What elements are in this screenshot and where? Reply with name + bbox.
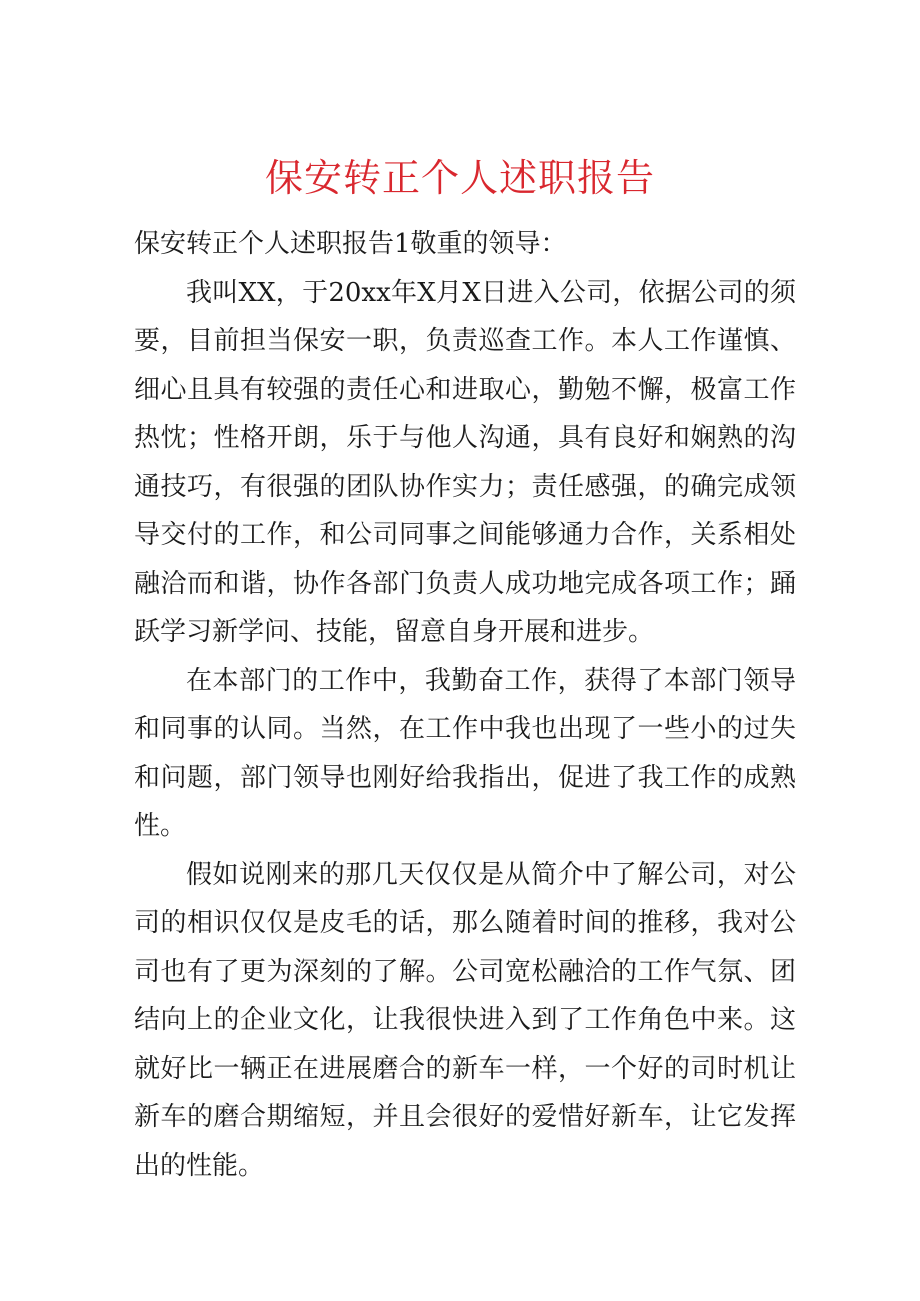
document-title: 保安转正个人述职报告 — [264, 156, 655, 200]
document-body — [134, 220, 796, 1190]
opening-line: 保安转正个人述职报告1敬重的领导： — [134, 229, 567, 259]
paragraph-2: 在本部门的工作中，我勤奋工作，获得了本部门领导和同事的认同。当然，在工作中我也出现了一些小的过失和问题，部门领导也刚好给我指出，促进了我工作的成熟性。 — [134, 665, 796, 841]
paragraph-1: 我叫XX，于20xx年X月X日进入公司，依据公司的须要，目前担当保安一职，负责巡查工作。本人工作谨慎、细心且具有较强的责任心和进取心，勤勉不懈，极富工作热忱；性格开朗，乐于与他人沟通，具有良好和娴熟的沟通技巧，有很强的团队协作实力；责任感强，的确完成领导交付的工作，和公司同事之间能够通力合作，关系相处融洽而和谐，协作各部门负责人成功地完成各项工作；踊跃学习新学问、技能，留意自身开展和进步。 — [134, 277, 796, 647]
paragraph-3: 假如说刚来的那几天仅仅是从简介中了解公司，对公司的相识仅仅是皮毛的话，那么随着时间的推移，我对公司也有了更为深刻的了解。公司宽松融洽的工作气氛、团结向上的企业文化，让我很快进入到了工作角色中来。这就好比一辆正在进展磨合的新车一样，一个好的司时机让新车的磨合期缩短，并且会很好的爱惜好新车，让它发挥出的性能。 — [134, 859, 796, 1181]
